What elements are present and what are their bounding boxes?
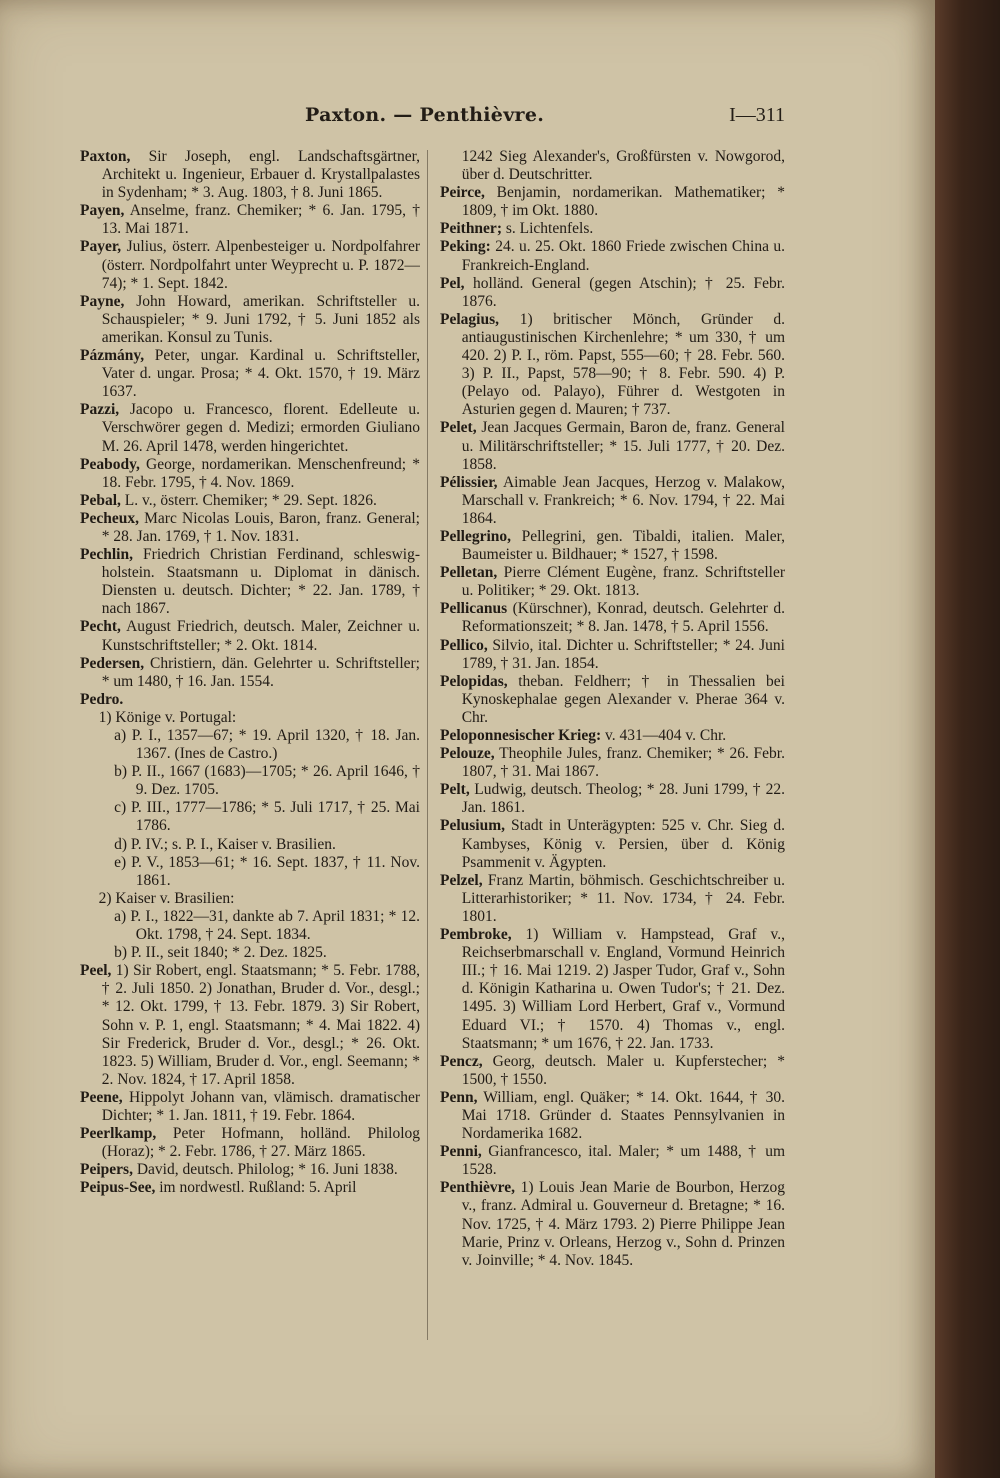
dictionary-entry (440, 148, 785, 184)
entry-text: John Howard, amerikan. Schriftsteller u. Schauspieler; * 9. Juni 1792, † 5. Juni 1852 als amerikan. Konsul zu Tunis. (101, 292, 420, 346)
entry-headword: Peipus-See, (80, 1179, 156, 1197)
entry-text: Theophile Jules, franz. Chemiker; * 26. Febr. 1807, † 31. Mai 1867. (461, 745, 785, 781)
entry-headword: Payer, (80, 238, 122, 256)
dictionary-entry (440, 474, 785, 528)
dictionary-entry (80, 655, 420, 691)
entry-headword: Pélissier, (440, 473, 498, 491)
entry-text: a) P. I., 1357—67; * 19. April 1320, † 18. Jan. 1367. (Ines de Castro.) (114, 727, 420, 763)
dictionary-entry (80, 1161, 420, 1179)
entry-headword: Pelletan, (440, 564, 498, 582)
dictionary-entry (440, 817, 785, 871)
dictionary-entry (80, 456, 420, 492)
dictionary-entry (80, 546, 420, 618)
dictionary-entry (440, 637, 785, 673)
entry-headword: Pazzi, (80, 401, 120, 419)
entry-headword: Pedersen, (80, 654, 145, 672)
entry-headword: Payne, (80, 292, 125, 310)
dictionary-entry (440, 673, 785, 727)
entry-headword: Pecheux, (80, 509, 139, 527)
entry-text: David, deutsch. Philolog; * 16. Juni 1838. (132, 1161, 398, 1179)
entry-text: 2) Kaiser v. Brasilien: (98, 889, 235, 907)
entry-headword: Pelusium, (440, 817, 506, 835)
entry-headword: Peerlkamp, (80, 1125, 157, 1143)
entry-text: Friedrich Christian Ferdinand, schleswig-holstein. Staatsmann u. Diplomat in dänisch. Diensten u. deutsch. Dichter; * 22. Jan. 1789, † nach 1867. (101, 546, 420, 618)
dictionary-entry (440, 727, 785, 745)
entry-headword: Pel, (440, 274, 465, 292)
column-divider (427, 150, 428, 1340)
entry-headword: Pelet, (440, 419, 477, 437)
entry-headword: Pelzel, (440, 871, 483, 889)
entry-text: 1242 Sieg Alexander's, Großfürsten v. Nowgorod, über d. Deutschritter. (461, 148, 785, 184)
dictionary-entry (80, 890, 420, 908)
entry-text: August Friedrich, deutsch. Maler, Zeichner u. Kunstschriftsteller; * 2. Okt. 1814. (101, 618, 420, 654)
entry-headword: Peabody, (80, 455, 140, 473)
entry-headword: Pebal, (80, 491, 121, 509)
entry-text: a) P. I., 1822—31, dankte ab 7. April 1831; * 12. Okt. 1798, † 24. Sept. 1834. (114, 907, 420, 944)
entry-text: v. 431—404 v. Chr. (601, 727, 727, 744)
dictionary-entry (440, 926, 785, 1053)
dictionary-entry (440, 419, 785, 473)
dictionary-entry (80, 962, 420, 1089)
dictionary-entry (80, 202, 420, 238)
entry-text: 1) Louis Jean Marie de Bourbon, Herzog v., franz. Admiral u. Gouverneur d. Bretagne; * 16. Nov. 1725, † 4. März 1793. 2) Pierre Philippe Jean Marie, Prinz v. Orleans, Herzog v., Sohn d. Prinzen v. Joinville; * 4. Nov. 1845. (461, 1179, 785, 1269)
entry-headword: Payen, (80, 202, 125, 220)
entry-text: b) P. II., seit 1840; * 2. Dez. 1825. (114, 944, 327, 962)
entry-headword: Peipers, (80, 1161, 133, 1179)
entry-text: George, nordamerikan. Menschenfreund; * 18. Febr. 1795, † 4. Nov. 1869. (101, 455, 420, 491)
entry-text: (Kürschner), Konrad, deutsch. Gelehrter d. Reformationszeit; * 8. Jan. 1478, † 5. April 1556. (461, 600, 785, 636)
dictionary-entry (440, 1143, 785, 1179)
page-number: I—311 (729, 104, 785, 126)
dictionary-entry (80, 401, 420, 455)
entry-headword: Pelt, (440, 781, 470, 799)
dictionary-entry (80, 727, 420, 763)
dictionary-entry (80, 618, 420, 654)
entry-text: theban. Feldherr; † in Thessalien bei Kynoskephalae gegen Alexander v. Pherae 364 v. Chr. (461, 672, 785, 726)
dictionary-entry (440, 1089, 785, 1143)
entry-text: Christiern, dän. Gelehrter u. Schriftsteller; * um 1480, † 16. Jan. 1554. (101, 654, 420, 690)
entry-text: c) P. III., 1777—1786; * 5. Juli 1717, † 25. Mai 1786. (114, 799, 420, 835)
entry-text: Ludwig, deutsch. Theolog; * 28. Juni 1799, † 22. Jan. 1861. (461, 781, 785, 817)
dictionary-entry (80, 709, 420, 727)
dictionary-entry (80, 691, 420, 709)
dictionary-entry (440, 600, 785, 636)
entry-text: Anselme, franz. Chemiker; * 6. Jan. 1795, † 13. Mai 1871. (101, 202, 420, 238)
left-column (80, 148, 420, 1348)
running-title: Paxton. — Penthièvre. (305, 104, 545, 126)
dictionary-entry (440, 275, 785, 311)
entry-text: d) P. IV.; s. P. I., Kaiser v. Brasilien. (114, 835, 336, 853)
entry-text: Julius, österr. Alpenbesteiger u. Nordpolfahrer (österr. Nordpolfahrt unter Weyprecht u. P. 1872—74); * 1. Sept. 1842. (101, 238, 420, 292)
entry-headword: Peirce, (440, 184, 485, 202)
entry-headword: Pelouze, (440, 745, 495, 763)
entry-text: Stadt in Unterägypten: 525 v. Chr. Sieg d. Kambyses, König v. Persien, über d. König Psammenit v. Ägypten. (461, 817, 785, 871)
entry-headword: Pellicanus (440, 600, 508, 618)
dictionary-entry (440, 1179, 785, 1269)
entry-text: 1) Könige v. Portugal: (98, 708, 237, 726)
dictionary-entry (80, 908, 420, 944)
entry-text: 1) Sir Robert, engl. Staatsmann; * 5. Febr. 1788, † 2. Juli 1850. 2) Jonathan, Bruder d. Vor., desgl.; * 12. Okt. 1799, † 13. Febr. 1879. 3) Sir Robert, Sohn v. P. 1, engl. Staatsmann; * 4. Mai 1822. 4) Sir Frederick, Bruder d. Vor., desgl.; * 26. Okt. 1823. 5) William, Bruder d. Vor., engl. Seemann; * 2. Nov. 1824, † 17. April 1858. (101, 962, 420, 1088)
entry-text: Silvio, ital. Dichter u. Schriftsteller; * 24. Juni 1789, † 31. Jan. 1854. (461, 636, 785, 672)
dictionary-entry (80, 492, 420, 510)
entry-headword: Pedro. (80, 690, 124, 708)
entry-text: im nordwestl. Rußland: 5. April (155, 1179, 357, 1197)
dictionary-entry (440, 220, 785, 238)
entry-headword: Pembroke, (440, 926, 512, 944)
entry-text: Pierre Clément Eugène, franz. Schriftsteller u. Politiker; * 29. Okt. 1813. (461, 564, 785, 600)
entry-text: e) P. V., 1853—61; * 16. Sept. 1837, † 11. Nov. 1861. (114, 853, 420, 889)
entry-text: 24. u. 25. Okt. 1860 Friede zwischen China u. Frankreich-England. (461, 238, 785, 274)
entry-text: Peter Hofmann, holländ. Philolog (Horaz); * 2. Febr. 1786, † 27. März 1865. (101, 1125, 420, 1161)
dictionary-entry (440, 184, 785, 220)
entry-text: holländ. General (gegen Atschin); † 25. Febr. 1876. (461, 274, 785, 310)
dictionary-entry (440, 872, 785, 926)
entry-text: Franz Martin, böhmisch. Geschichtschreiber u. Litterarhistoriker; * 11. Nov. 1734, † 24. Febr. 1801. (461, 871, 785, 925)
dictionary-entry (440, 528, 785, 564)
entry-headword: Pelopidas, (440, 672, 508, 690)
entry-text: Aimable Jean Jacques, Herzog v. Malakow, Marschall v. Frankreich; * 6. Nov. 1794, † 22. Mai 1864. (461, 473, 785, 527)
entry-headword: Peithner; (440, 220, 502, 238)
entry-headword: Pellico, (440, 636, 488, 654)
entry-text: L. v., österr. Chemiker; * 29. Sept. 1826. (120, 491, 377, 509)
dictionary-entry (80, 510, 420, 546)
dictionary-entry (440, 781, 785, 817)
entry-text: 1) britischer Mönch, Gründer d. antiaugustinischen Kirchenlehre; * um 330, † um 420. 2) P. I., röm. Papst, 555—60; † 28. Febr. 560. 3) P. II., Papst, 578—90; † 8. Febr. 590. 4) P. (Pelayo od. Palayo), Führer d. Westgoten in Asturien gegen d. Mauren; † 737. (461, 310, 785, 419)
dictionary-entry (440, 1053, 785, 1089)
dictionary-entry (80, 763, 420, 799)
entry-headword: Peene, (80, 1088, 123, 1106)
dictionary-entry (440, 311, 785, 420)
entry-text: Pellegrini, gen. Tibaldi, italien. Maler, Baumeister u. Bildhauer; * 1527, † 1598. (461, 527, 785, 564)
book-spine (935, 0, 1000, 1478)
entry-headword: Paxton, (80, 148, 131, 165)
dictionary-entry (80, 1179, 420, 1197)
entry-headword: Penni, (440, 1143, 482, 1161)
entry-text: Marc Nicolas Louis, Baron, franz. General; * 28. Jan. 1769, † 1. Nov. 1831. (101, 509, 420, 545)
dictionary-entry (80, 293, 420, 347)
entry-text: Hippolyt Johann van, vlämisch. dramatischer Dichter; * 1. Jan. 1811, † 19. Febr. 1864. (101, 1088, 420, 1124)
dictionary-entry (440, 564, 785, 600)
entry-text: b) P. II., 1667 (1683)—1705; * 26. April 1646, † 9. Dez. 1705. (114, 763, 420, 799)
entry-headword: Pázmány, (80, 347, 145, 365)
entry-headword: Pellegrino, (440, 527, 512, 545)
entry-text: Benjamin, nordamerikan. Mathematiker; * 1809, † im Okt. 1880. (461, 184, 785, 220)
right-column (440, 148, 785, 1348)
entry-text: Jacopo u. Francesco, florent. Edelleute u. Verschwörer gegen d. Medizi; ermorden Giuliano M. 26. April 1478, werden hingerichtet. (101, 401, 420, 455)
entry-text: Georg, deutsch. Maler u. Kupferstecher; * 1500, † 1550. (461, 1052, 785, 1088)
entry-text: Jean Jacques Germain, Baron de, franz. General u. Militärschriftsteller; * 15. Juli 1777, † 20. Dez. 1858. (461, 419, 785, 473)
entry-headword: Penthièvre, (440, 1179, 516, 1197)
dictionary-entry (80, 836, 420, 854)
dictionary-entry (440, 238, 785, 274)
dictionary-entry (80, 148, 420, 202)
page-header (75, 104, 785, 140)
entry-text: Gianfrancesco, ital. Maler; * um 1488, † um 1528. (461, 1143, 785, 1179)
entry-text: William, engl. Quäker; * 14. Okt. 1644, † 30. Mai 1718. Gründer d. Staates Pennsylvanien in Nordamerika 1682. (461, 1088, 785, 1143)
dictionary-entry (80, 238, 420, 292)
dictionary-entry (80, 1125, 420, 1161)
entry-text: s. Lichtenfels. (501, 220, 594, 238)
dictionary-entry (80, 799, 420, 835)
dictionary-entry (80, 1089, 420, 1125)
entry-text: 1) William v. Hampstead, Graf v., Reichserbmarschall v. England, Vormund Heinrich III.; † 16. Mai 1219. 2) Jasper Tudor, Graf v., Sohn d. Königin Katharina u. Owen Tudor's; † 21. Dez. 1495. 3) William Lord Herbert, Graf v., Vormund Eduard VI.; † 1570. 4) Thomas v., engl. Staatsmann; * um 1676, † 22. Jan. 1733. (461, 926, 785, 1052)
entry-headword: Pencz, (440, 1052, 483, 1070)
entry-headword: Pecht, (80, 618, 121, 636)
dictionary-entry (80, 347, 420, 401)
entry-headword: Penn, (440, 1088, 478, 1106)
entry-headword: Peloponnesischer Krieg: (440, 727, 602, 744)
dictionary-entry (440, 745, 785, 781)
entry-headword: Pechlin, (80, 546, 133, 564)
entry-headword: Peking: (440, 238, 491, 256)
dictionary-entry (80, 944, 420, 962)
entry-text: Peter, ungar. Kardinal u. Schriftsteller, Vater d. ungar. Prosa; * 4. Okt. 1570, † 19. März 1637. (101, 347, 420, 401)
entry-text: Sir Joseph, engl. Landschaftsgärtner, Architekt u. Ingenieur, Erbauer d. Krystallpalastes in Sydenham; * 3. Aug. 1803, † 8. Juni 1865. (101, 148, 420, 202)
entry-headword: Peel, (80, 962, 112, 980)
entry-headword: Pelagius, (440, 310, 499, 328)
dictionary-entry (80, 854, 420, 890)
